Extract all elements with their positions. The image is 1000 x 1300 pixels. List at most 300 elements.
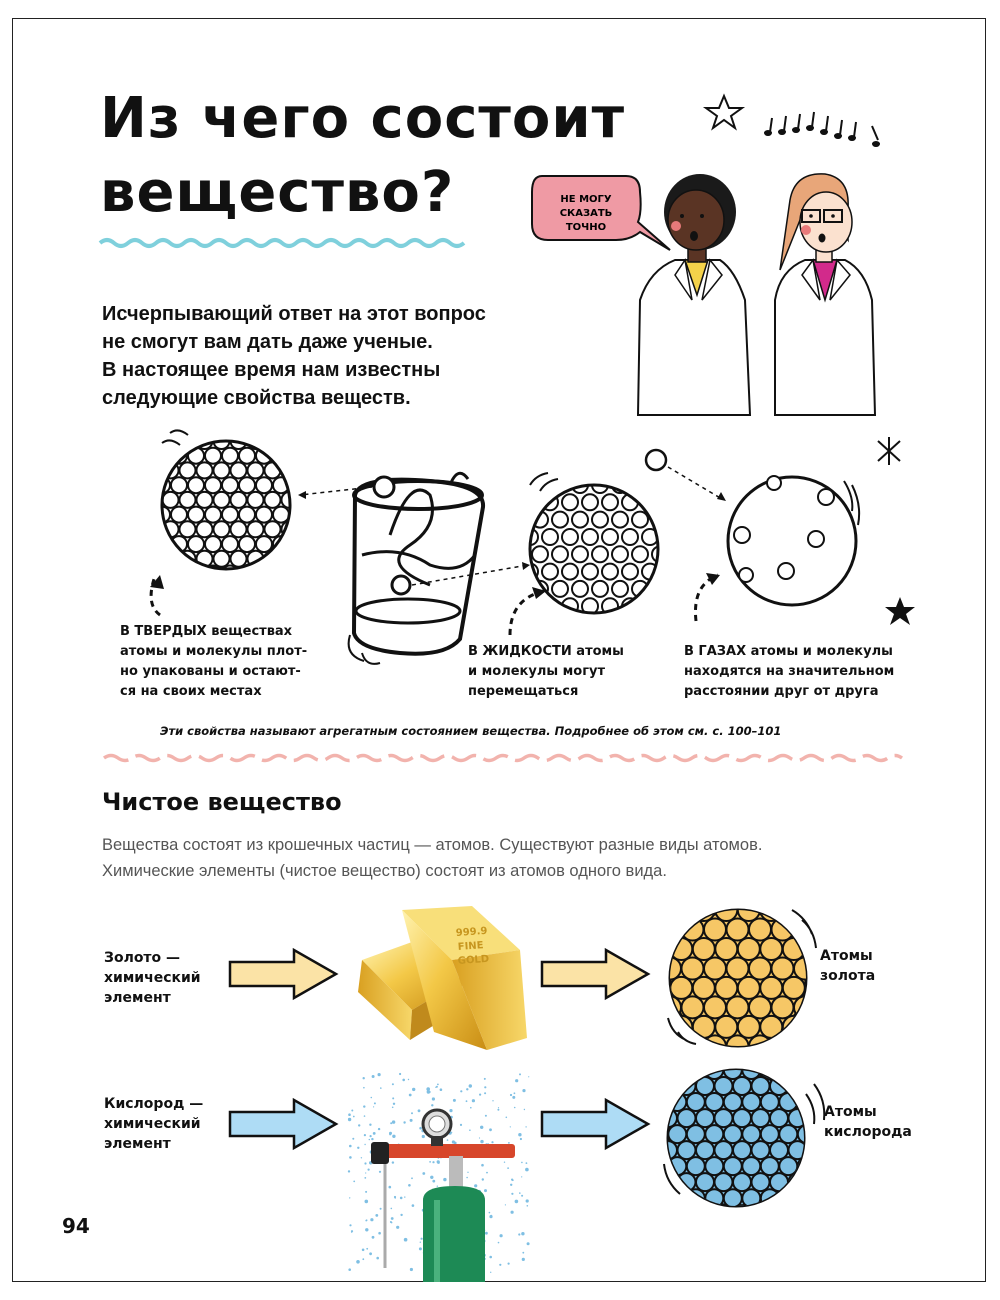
spray-dot xyxy=(510,1184,512,1186)
spray-dot xyxy=(526,1199,529,1202)
spray-dot xyxy=(519,1073,521,1075)
gold-atoms-circle xyxy=(660,900,830,1050)
spray-dot xyxy=(422,1135,425,1138)
spray-dot xyxy=(432,1161,434,1163)
spray-dot xyxy=(361,1157,362,1158)
atom-circle xyxy=(668,1125,686,1143)
spray-dot xyxy=(521,1232,524,1235)
spray-dot xyxy=(410,1268,413,1271)
spray-dot xyxy=(366,1248,368,1250)
spray-dot xyxy=(485,1232,488,1235)
spray-dot xyxy=(351,1110,353,1112)
spray-dot xyxy=(404,1238,408,1242)
atom-circle xyxy=(733,1173,751,1191)
atom-circle xyxy=(682,958,704,980)
atom-circle xyxy=(696,1141,714,1159)
oxygen-label-line-1: Кислород — xyxy=(104,1096,204,1112)
atom-circle xyxy=(727,996,749,1018)
scientists-illustration xyxy=(630,160,890,420)
spray-dot xyxy=(409,1094,412,1097)
spray-dot xyxy=(470,1107,472,1109)
atom-circle xyxy=(738,938,760,960)
oxygen-arrow-right xyxy=(540,1098,652,1150)
spray-dot xyxy=(365,1172,366,1173)
spray-dot xyxy=(362,1249,365,1252)
spray-dot xyxy=(349,1197,350,1198)
spray-dot xyxy=(511,1193,513,1195)
spray-dot xyxy=(492,1100,493,1101)
spray-dot xyxy=(400,1197,403,1200)
spray-dot xyxy=(392,1083,394,1085)
spray-dot xyxy=(518,1233,520,1235)
gold-arrow-left xyxy=(228,948,340,1000)
spray-dot xyxy=(363,1077,365,1079)
spray-dot xyxy=(435,1087,436,1088)
spray-dot xyxy=(499,1264,501,1266)
liquid-caption xyxy=(468,642,624,702)
spray-dot xyxy=(348,1268,351,1271)
spray-dot xyxy=(491,1141,493,1143)
solid-caption-line-1: В ТВЕРДЫХ веществах xyxy=(120,624,293,639)
spray-dot xyxy=(484,1189,487,1192)
spray-dot xyxy=(349,1145,352,1148)
spray-dot xyxy=(418,1109,421,1112)
spray-dot xyxy=(514,1107,516,1109)
atom-circle xyxy=(752,1109,770,1127)
spray-dot xyxy=(396,1226,399,1229)
solid-caption-line-2: атомы и молекулы плот- xyxy=(120,644,308,659)
star-filled-icon xyxy=(885,597,915,625)
spray-dot xyxy=(431,1104,433,1106)
gas-caption-line-1: В ГАЗАХ атомы и молекулы xyxy=(684,644,893,659)
atom-circle xyxy=(715,938,737,960)
atom-circle xyxy=(696,1109,714,1127)
spray-dot xyxy=(482,1178,484,1180)
gas-caption xyxy=(684,642,894,702)
section-body-line-1: Вещества состоят из крошечных частиц — атомов. Существуют разные виды атомов. xyxy=(102,836,763,854)
spray-dot xyxy=(365,1191,367,1193)
spray-dot xyxy=(432,1097,435,1100)
oxygen-arrow-left xyxy=(228,1098,340,1150)
spray-dot xyxy=(389,1186,392,1189)
spray-dot xyxy=(453,1099,456,1102)
atom-circle xyxy=(789,1173,807,1191)
spray-dot xyxy=(525,1126,526,1127)
spray-dot xyxy=(363,1087,365,1089)
spray-dot xyxy=(508,1263,510,1265)
spray-dot xyxy=(485,1115,487,1117)
atom-circle xyxy=(715,1173,733,1191)
atom-circle xyxy=(687,1093,705,1111)
spray-dot xyxy=(365,1200,369,1204)
spray-dot xyxy=(371,1138,373,1140)
spray-dot xyxy=(370,1135,372,1137)
spray-dot xyxy=(420,1242,421,1243)
atom-circle xyxy=(772,958,794,980)
oxygen-atoms-label xyxy=(824,1102,912,1142)
spray-dot xyxy=(394,1197,396,1199)
liquid-caption-line-3: перемещаться xyxy=(468,684,579,699)
spray-dot xyxy=(408,1079,409,1080)
atom-circle xyxy=(715,1077,733,1095)
atom-circle xyxy=(752,1173,770,1191)
spray-dot xyxy=(440,1088,443,1091)
spray-dot xyxy=(392,1161,394,1163)
spray-dot xyxy=(364,1144,365,1145)
atom-circle xyxy=(733,1077,751,1095)
atom-circle xyxy=(779,1125,797,1143)
atom-circle xyxy=(727,958,749,980)
atom-circle xyxy=(678,1109,696,1127)
spray-dot xyxy=(451,1132,453,1134)
atom-circle xyxy=(772,996,794,1018)
spray-dot xyxy=(348,1113,351,1116)
atom-circle xyxy=(670,938,692,960)
spray-dot xyxy=(507,1167,509,1169)
solid-caption-line-4: ся на своих местах xyxy=(120,684,262,699)
atom-circle xyxy=(696,1173,714,1191)
spray-dot xyxy=(376,1257,379,1260)
atom-circle xyxy=(779,1157,797,1175)
spray-dot xyxy=(391,1208,393,1210)
atom-circle xyxy=(724,1189,742,1207)
spray-dot xyxy=(393,1103,395,1105)
spray-dot xyxy=(521,1162,523,1164)
spray-dot xyxy=(481,1164,484,1167)
spray-dot xyxy=(353,1116,355,1118)
scientist-left xyxy=(638,174,750,415)
oxygen-atoms-label-line-1: Атомы xyxy=(824,1104,877,1120)
atom-circle xyxy=(687,1157,705,1175)
spray-dot xyxy=(528,1076,529,1077)
free-gas-atom xyxy=(646,450,666,470)
spray-dot xyxy=(351,1232,352,1233)
atom-circle xyxy=(742,1125,760,1143)
spray-dot xyxy=(366,1219,368,1221)
spray-dot xyxy=(489,1256,492,1259)
atom-circle xyxy=(798,1125,816,1143)
gold-atoms-label-line-2: золота xyxy=(820,968,876,984)
atom-circle xyxy=(761,1125,779,1143)
gold-bars-image xyxy=(352,900,527,1065)
spray-dot xyxy=(365,1228,368,1231)
spray-dot xyxy=(364,1134,366,1136)
spray-dot xyxy=(500,1234,503,1237)
spray-dot xyxy=(349,1156,352,1159)
spray-dot xyxy=(390,1221,392,1223)
atom-circle xyxy=(704,958,726,980)
oxygen-label xyxy=(104,1094,203,1154)
intro-line-2: не смогут вам дать даже ученые. xyxy=(102,331,433,353)
spray-dot xyxy=(527,1205,529,1207)
intro-line-4: следующие свойства веществ. xyxy=(102,387,411,409)
atom-circle xyxy=(682,996,704,1018)
spray-dot xyxy=(411,1112,413,1114)
spray-dot xyxy=(466,1088,468,1090)
spray-dot xyxy=(515,1200,519,1204)
atom-circle xyxy=(678,1141,696,1159)
oxygen-tank-image xyxy=(345,1068,535,1282)
spray-dot xyxy=(520,1138,522,1140)
atom-circle xyxy=(678,1173,696,1191)
gold-atoms-label xyxy=(820,946,875,986)
spray-dot xyxy=(348,1170,350,1172)
atom-circle xyxy=(742,1157,760,1175)
spray-dot xyxy=(370,1218,373,1221)
gas-atoms-circle xyxy=(728,476,856,605)
spray-dot xyxy=(391,1217,394,1220)
atom-circle xyxy=(770,1173,788,1191)
beaker-illustration xyxy=(349,473,483,664)
spray-dot xyxy=(357,1147,359,1149)
spray-dot xyxy=(368,1169,370,1171)
section-divider-wave xyxy=(104,752,904,764)
spray-dot xyxy=(510,1094,512,1096)
atom-circle xyxy=(704,996,726,1018)
spray-dot xyxy=(429,1161,431,1163)
spray-dot xyxy=(399,1073,401,1075)
spray-dot xyxy=(392,1107,394,1109)
spray-dot xyxy=(526,1162,528,1164)
page-number: 94 xyxy=(62,1214,90,1238)
spray-dot xyxy=(369,1252,372,1255)
spray-dot xyxy=(515,1079,518,1082)
spray-dot xyxy=(519,1192,521,1194)
atom-circle xyxy=(682,919,704,941)
spray-dot xyxy=(371,1097,373,1099)
spray-dot xyxy=(403,1121,405,1123)
oxygen-label-line-3: элемент xyxy=(104,1136,171,1152)
title-line-1: Из чего состоит xyxy=(100,86,626,151)
spray-dot xyxy=(466,1177,468,1179)
spray-dot xyxy=(518,1133,521,1136)
spray-dot xyxy=(364,1162,366,1164)
spray-dot xyxy=(392,1120,395,1123)
scientist-right xyxy=(775,174,875,415)
spray-dot xyxy=(421,1238,423,1240)
spray-dot xyxy=(510,1126,511,1127)
intro-line-3: В настоящее время нам известны xyxy=(102,359,441,381)
spray-dot xyxy=(489,1128,492,1131)
spray-dot xyxy=(512,1179,514,1181)
liquid-caption-line-2: и молекулы могут xyxy=(468,664,605,679)
spray-dot xyxy=(378,1073,381,1076)
atom-circle xyxy=(760,1016,782,1038)
atom-circle xyxy=(772,919,794,941)
music-notes-icon xyxy=(764,104,889,154)
spray-dot xyxy=(380,1208,382,1210)
spray-dot xyxy=(372,1236,375,1239)
spray-dot xyxy=(369,1124,371,1126)
atom-circle xyxy=(749,996,771,1018)
atom-circle xyxy=(693,1016,715,1038)
atom-circle xyxy=(733,1141,751,1159)
spray-dot xyxy=(422,1172,425,1175)
gold-label xyxy=(104,948,201,1008)
atom-circle xyxy=(693,938,715,960)
star-outline-icon xyxy=(704,94,744,130)
spray-dot xyxy=(524,1109,525,1110)
atom-circle xyxy=(738,1016,760,1038)
atom-circle xyxy=(761,1061,779,1079)
spray-dot xyxy=(379,1171,381,1173)
atom-circle xyxy=(783,938,805,960)
spray-dot xyxy=(522,1252,524,1254)
oxygen-atoms-circle xyxy=(660,1060,830,1210)
gold-arrow-right xyxy=(540,948,652,1000)
solid-caption xyxy=(120,622,307,702)
spray-dot xyxy=(466,1100,468,1102)
atom-circle xyxy=(749,919,771,941)
atom-circle xyxy=(670,977,692,999)
atom-circle xyxy=(752,1077,770,1095)
spray-dot xyxy=(358,1124,360,1126)
spray-dot xyxy=(364,1115,366,1117)
spray-dot xyxy=(467,1172,468,1173)
spray-dot xyxy=(505,1204,506,1205)
spray-dot xyxy=(363,1105,365,1107)
oxygen-label-line-2: химический xyxy=(104,1116,201,1132)
spray-dot xyxy=(506,1117,508,1119)
atom-circle xyxy=(715,1016,737,1038)
spray-dot xyxy=(489,1212,491,1214)
spray-dot xyxy=(452,1140,455,1143)
spray-dot xyxy=(432,1180,435,1183)
spray-dot xyxy=(469,1084,472,1087)
spray-dot xyxy=(512,1096,515,1099)
spray-dot xyxy=(349,1224,351,1226)
spray-dot xyxy=(348,1118,351,1121)
atom-circle xyxy=(715,977,737,999)
atom-circle xyxy=(760,938,782,960)
spray-dot xyxy=(356,1260,360,1264)
atom-circle xyxy=(727,919,749,941)
spray-dot xyxy=(390,1122,392,1124)
section-body-line-2: Химические элементы (чистое вещество) состоят из атомов одного вида. xyxy=(102,862,667,880)
gold-label-line-2: химический xyxy=(104,970,201,986)
spray-dot xyxy=(449,1109,452,1112)
gold-label-line-3: элемент xyxy=(104,990,171,1006)
spray-dot xyxy=(508,1142,510,1144)
spray-dot xyxy=(511,1211,514,1214)
atom-circle xyxy=(715,1141,733,1159)
atom-circle xyxy=(724,1157,742,1175)
spray-dot xyxy=(419,1247,422,1250)
spray-dot xyxy=(480,1140,483,1143)
spray-dot xyxy=(469,1129,471,1131)
atom-circle xyxy=(678,1077,696,1095)
atom-circle xyxy=(693,977,715,999)
spray-dot xyxy=(479,1094,481,1096)
spray-dot xyxy=(362,1258,364,1260)
atom-circle xyxy=(770,1141,788,1159)
spray-dot xyxy=(490,1272,491,1273)
spray-dot xyxy=(484,1078,486,1080)
atom-circle xyxy=(749,958,771,980)
spray-dot xyxy=(460,1124,462,1126)
spray-dot xyxy=(498,1107,499,1108)
atom-circle xyxy=(760,977,782,999)
atom-circle xyxy=(783,977,805,999)
atom-circle xyxy=(738,977,760,999)
spray-dot xyxy=(522,1089,525,1092)
spray-dot xyxy=(474,1184,477,1187)
atom-circle xyxy=(715,1109,733,1127)
spray-dot xyxy=(479,1137,480,1138)
spray-dot xyxy=(504,1162,505,1163)
spray-dot xyxy=(430,1176,433,1179)
spray-dot xyxy=(374,1102,376,1104)
spray-dot xyxy=(412,1088,415,1091)
atom-circle xyxy=(705,1061,723,1079)
atom-circle xyxy=(705,1093,723,1111)
spray-dot xyxy=(484,1086,486,1088)
motion-lines xyxy=(162,430,188,445)
intro-line-1: Исчерпывающий ответ на этот вопрос xyxy=(102,303,486,325)
spray-dot xyxy=(410,1119,413,1122)
spray-dot xyxy=(404,1196,405,1197)
spray-dot xyxy=(443,1178,446,1181)
intro-paragraph xyxy=(102,300,582,412)
atom-circle xyxy=(770,1109,788,1127)
atom-circle xyxy=(265,551,281,567)
atom-circle xyxy=(761,1093,779,1111)
gold-label-line-1: Золото — xyxy=(104,950,181,966)
atom-circle xyxy=(733,1109,751,1127)
atom-circle xyxy=(752,1141,770,1159)
spray-dot xyxy=(525,1168,529,1172)
gas-caption-line-3: расстоянии друг от друга xyxy=(684,684,879,699)
spray-dot xyxy=(400,1214,402,1216)
aggregate-state-note: Эти свойства называют агрегатным состоянием вещества. Подробнее об этом см. с. 100–101 xyxy=(160,724,782,738)
bubble-line-1: НЕ МОГУ xyxy=(560,194,612,205)
atom-circle xyxy=(742,1093,760,1111)
spray-dot xyxy=(372,1075,375,1078)
atom-circle xyxy=(724,1125,742,1143)
spray-dot xyxy=(480,1126,483,1129)
dashed-arrow-liquid xyxy=(510,591,544,635)
spray-dot xyxy=(521,1176,522,1177)
spray-dot xyxy=(375,1214,378,1217)
atom-circle xyxy=(687,1125,705,1143)
atom-circle xyxy=(659,996,681,1018)
spray-dot xyxy=(527,1242,530,1245)
spray-dot xyxy=(489,1215,492,1218)
spray-dot xyxy=(364,1177,366,1179)
spray-dot xyxy=(419,1127,422,1130)
asterisk-icon xyxy=(878,437,900,465)
spray-dot xyxy=(373,1132,376,1135)
spray-dot xyxy=(378,1128,380,1130)
spray-dot xyxy=(497,1109,499,1111)
liquid-caption-line-1: В ЖИДКОСТИ атомы xyxy=(468,644,624,659)
atom-circle xyxy=(704,919,726,941)
spray-dot xyxy=(514,1092,516,1094)
title-underline-wave xyxy=(100,236,465,250)
spray-dot xyxy=(437,1161,440,1164)
solid-atoms-circle xyxy=(154,433,298,582)
spray-dot xyxy=(389,1133,391,1135)
atom-circle xyxy=(705,1125,723,1143)
section-body xyxy=(102,832,902,884)
spray-dot xyxy=(447,1139,449,1141)
spray-dot xyxy=(472,1099,475,1102)
bubble-line-2: СКАЗАТЬ xyxy=(559,208,613,219)
atom-circle xyxy=(724,1093,742,1111)
solid-caption-line-3: но упакованы и остают- xyxy=(120,664,301,679)
spray-dot xyxy=(486,1172,488,1174)
spray-dot xyxy=(373,1106,374,1107)
